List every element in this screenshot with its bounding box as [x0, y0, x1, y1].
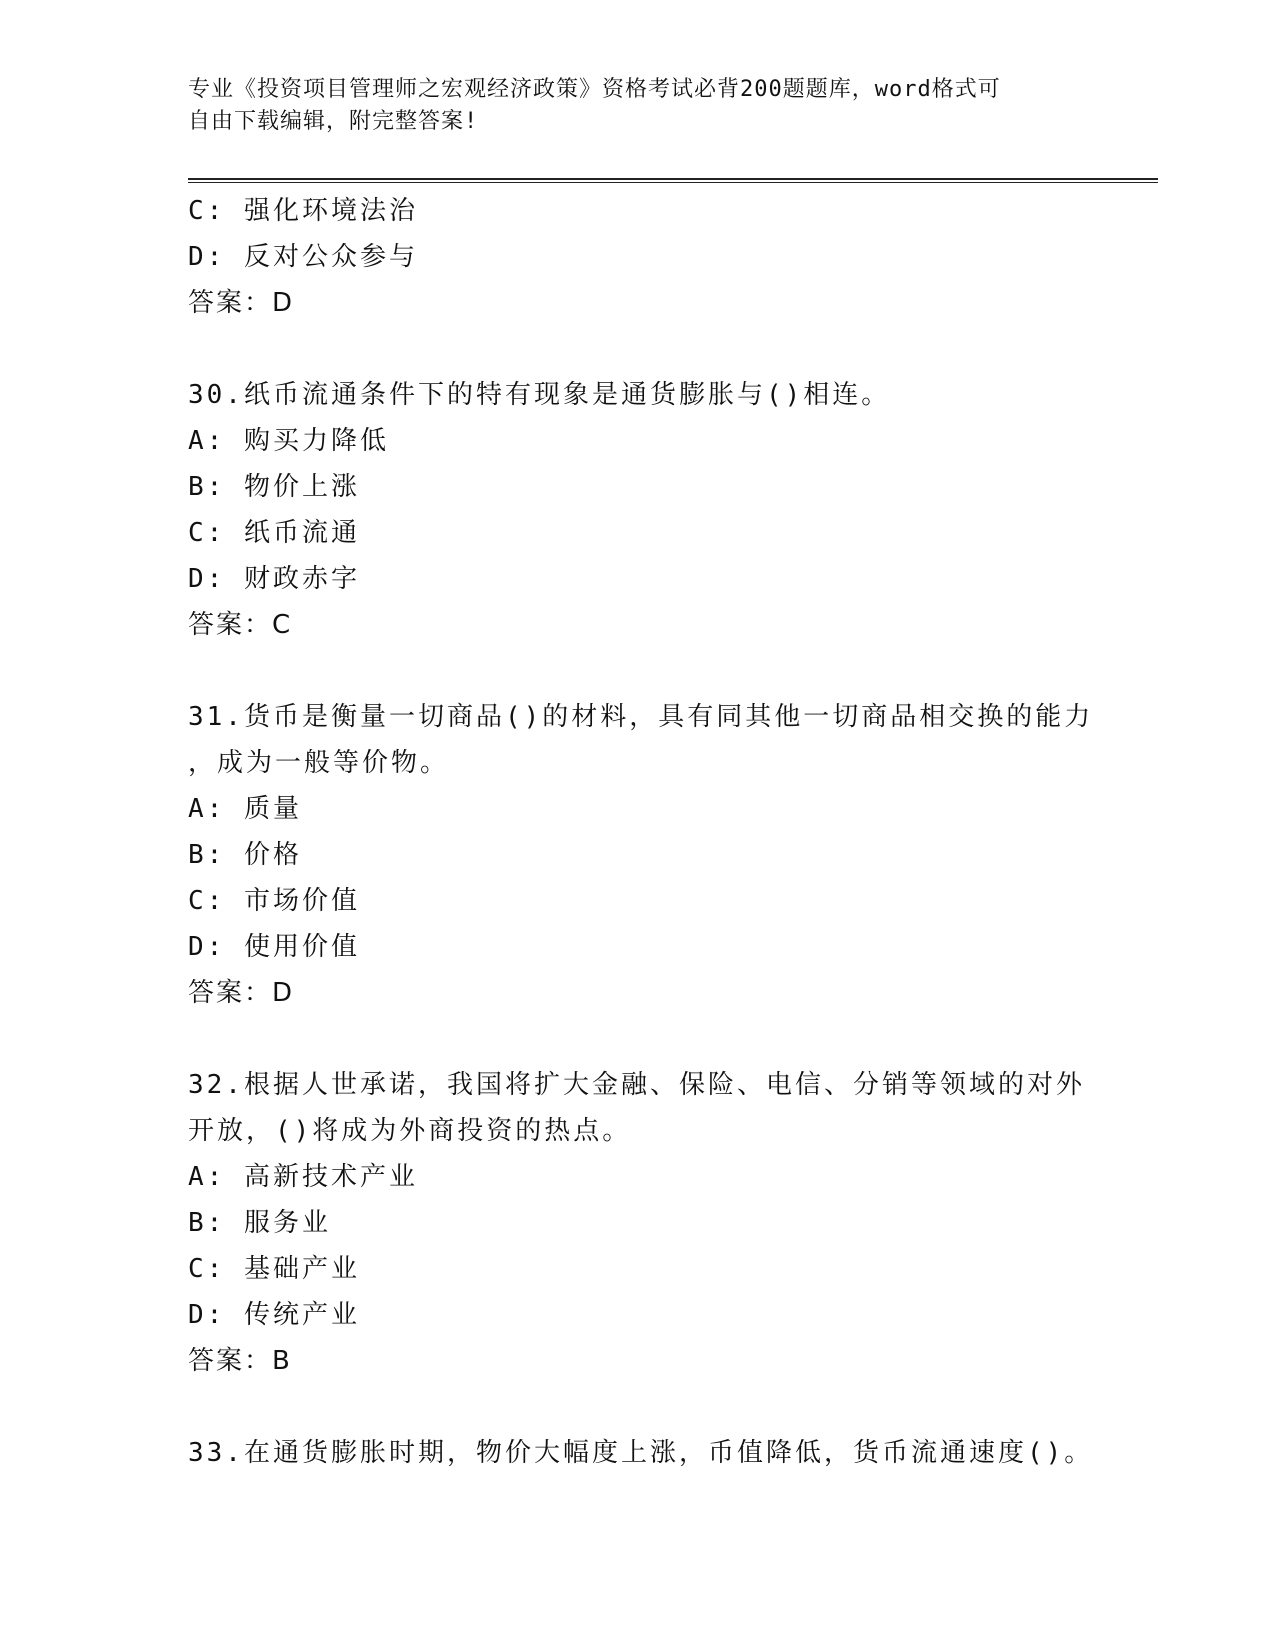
option-b: B: 物价上涨	[188, 472, 360, 502]
question-stem: 32.根据人世承诺，我国将扩大金融、保险、电信、分销等领域的对外	[188, 1070, 1085, 1100]
answer-line: 答案：D	[188, 978, 295, 1008]
option-c: C: 纸币流通	[188, 518, 360, 548]
header-line-2: 自由下载编辑，附完整答案!	[188, 109, 479, 134]
document-header	[188, 74, 1068, 138]
answer-line: 答案：B	[188, 1346, 292, 1376]
header-divider	[188, 178, 1158, 184]
option-d: D: 反对公众参与	[188, 242, 418, 272]
previous-question-tail	[188, 188, 1088, 326]
option-a: A: 质量	[188, 794, 302, 824]
question-stem: 33.在通货膨胀时期，物价大幅度上涨，币值降低，货币流通速度()。	[188, 1438, 1094, 1468]
option-a: A: 高新技术产业	[188, 1162, 418, 1192]
question-stem-continued: ，成为一般等价物。	[188, 748, 450, 778]
answer-line: 答案：C	[188, 610, 293, 640]
question-31	[188, 694, 1094, 1016]
answer-line: 答案：D	[188, 288, 295, 318]
question-stem: 30.纸币流通条件下的特有现象是通货膨胀与()相连。	[188, 380, 891, 410]
question-32	[188, 1062, 1088, 1384]
option-a: A: 购买力降低	[188, 426, 389, 456]
question-stem: 31.货币是衡量一切商品()的材料，具有同其他一切商品相交换的能力	[188, 702, 1094, 732]
question-30	[188, 372, 1088, 648]
option-b: B: 价格	[188, 840, 302, 870]
option-d: D: 财政赤字	[188, 564, 360, 594]
question-33	[188, 1430, 1094, 1476]
question-stem-continued: 开放，()将成为外商投资的热点。	[188, 1116, 632, 1146]
option-c: C: 强化环境法治	[188, 196, 418, 226]
option-c: C: 基础产业	[188, 1254, 360, 1284]
option-c: C: 市场价值	[188, 886, 360, 916]
option-d: D: 使用价值	[188, 932, 360, 962]
header-line-1: 专业《投资项目管理师之宏观经济政策》资格考试必背200题题库，word格式可	[188, 77, 1001, 102]
option-d: D: 传统产业	[188, 1300, 360, 1330]
option-b: B: 服务业	[188, 1208, 331, 1238]
question-list	[188, 188, 1094, 1476]
